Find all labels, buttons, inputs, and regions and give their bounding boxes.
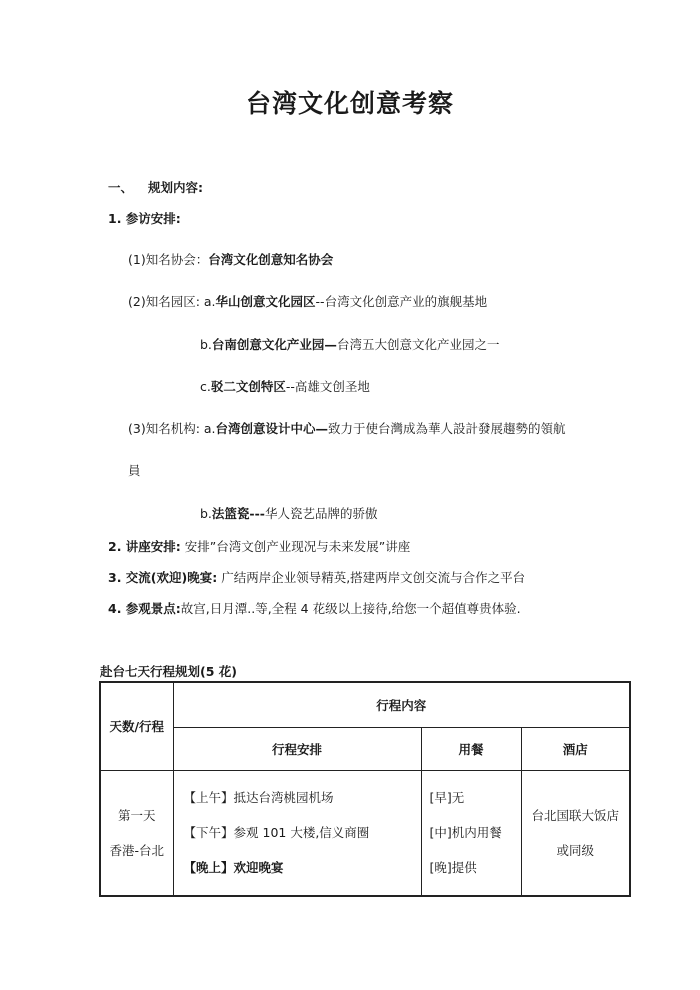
page-title: 台湾文化创意考察 [245,89,454,118]
visit-line-institution-b [200,504,378,522]
plan-evening [184,850,421,885]
hotel-alt: 或同级 [556,842,594,858]
item-text: 安排”台湾文创产业现况与未来发展”讲座 [180,539,411,554]
line-bold: 台南创意文化产业园— [211,337,337,352]
item-label: 4. 参观景点: [108,601,181,616]
hotel-cell [521,770,630,896]
visit-line-park-c [200,377,370,395]
item-visit-heading: 1. 参访安排: [108,211,181,226]
item-label: 2. 讲座安排: [108,539,181,554]
route-label: 香港-台北 [109,842,164,858]
plan-morning [184,780,421,815]
plan-text: 抵达台湾桃园机场 [233,790,334,806]
plan-text: 欢迎晚宴 [233,860,284,876]
header-hotel: 酒店 [521,727,630,770]
item-lecture [108,537,410,555]
plan-afternoon [184,815,421,850]
line-prefix: (3)知名机构: a. [128,421,216,436]
plan-tag: 【下午】 [183,825,234,841]
visit-line-park-b [200,335,499,353]
itinerary-table [99,681,631,897]
day-label: 第一天 [117,807,156,823]
plan-text: 参观 101 大楼,信义商圈 [233,825,370,841]
header-meal: 用餐 [421,727,521,770]
visit-line-institution-a-wrap: 員 [128,463,141,478]
visit-line-institution-a [128,419,566,437]
line-bold: 台湾文化创意知名协会 [208,252,334,267]
plan-tag: 【晚上】 [183,860,234,876]
visit-line-association [128,250,333,268]
line-prefix: c. [200,379,211,394]
meal-cell [421,770,521,896]
meal-breakfast: [早]无 [429,790,465,806]
header-plan: 行程安排 [173,727,421,770]
plan-tag: 【上午】 [183,790,234,806]
line-rest: 华人瓷艺品牌的骄傲 [265,506,378,521]
day-cell [100,770,173,896]
plan-cell [173,770,421,896]
line-rest: 台湾五大创意文化产业园之一 [336,337,500,352]
header-day: 天数/行程 [100,682,173,770]
line-bold: 驳二文创特区 [210,379,286,394]
line-prefix: (2)知名园区: a. [128,294,216,309]
line-bold: 华山创意文化园区 [215,294,316,309]
table-row [100,770,630,896]
item-sights [108,599,521,617]
section-number: 一、 [108,180,134,195]
item-text: 广结两岸企业领导精英,搭建两岸文创交流与合作之平台 [217,570,526,585]
line-prefix: b. [200,506,212,521]
line-prefix: b. [200,337,212,352]
line-prefix: (1)知名协会： [128,252,209,267]
header-content: 行程内容 [173,682,630,727]
line-bold: 台湾创意设计中心— [215,421,329,436]
table-title: 赴台七天行程规划(5 花) [100,664,237,679]
section-heading: 规划内容: [148,180,203,195]
item-label: 3. 交流(欢迎)晚宴: [108,570,218,585]
meal-dinner: [晚]提供 [429,860,477,876]
item-banquet [108,568,525,586]
item-text: 故宫,日月潭..等,全程 4 花级以上接待,给您一个超值尊贵体验. [180,601,521,616]
line-rest: --高雄文创圣地 [285,379,370,394]
line-rest: 致力于使台灣成為華人設計發展趨勢的領航 [328,421,566,436]
visit-line-park-a [128,292,487,310]
meal-lunch: [中]机内用餐 [429,825,502,841]
line-bold: 法篮瓷--- [211,506,265,521]
line-rest: --台湾文化创意产业的旗舰基地 [315,294,488,309]
hotel-name: 台北国联大饭店 [531,807,619,823]
